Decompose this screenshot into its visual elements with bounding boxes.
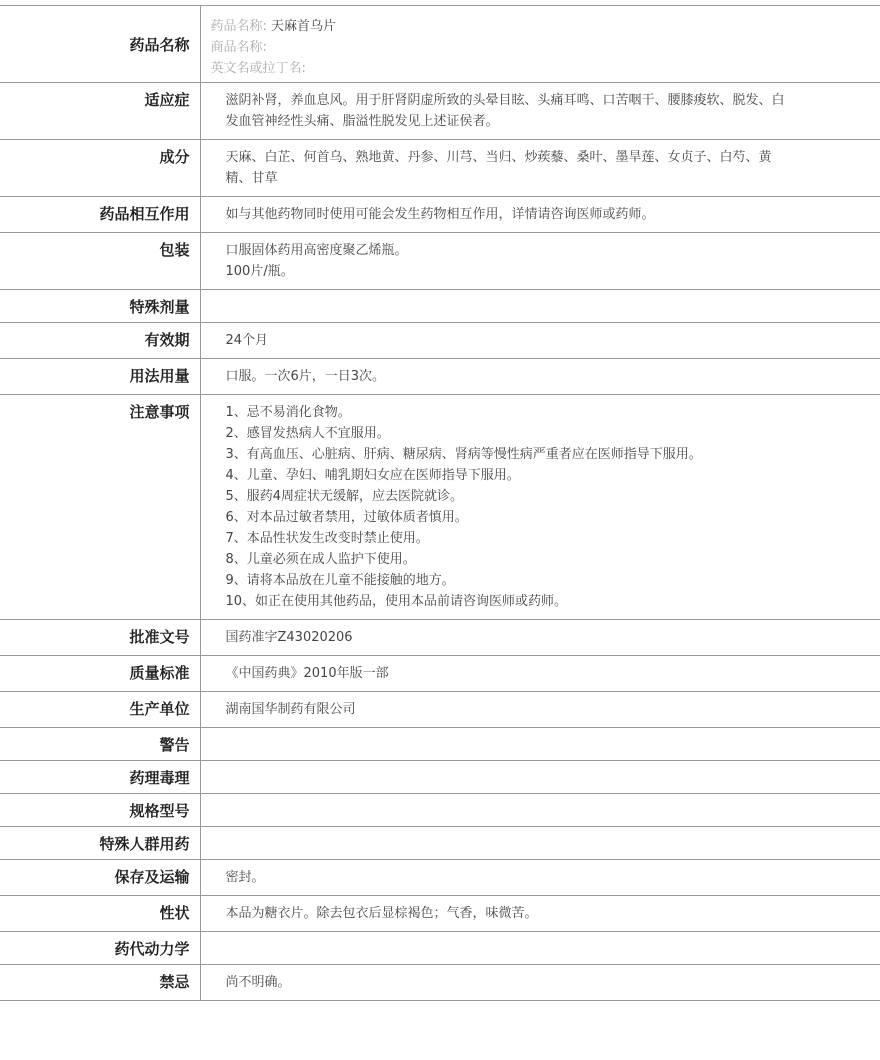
row-label-specification: 规格型号 xyxy=(0,794,200,827)
english-name-field-label: 英文名或拉丁名: xyxy=(210,61,306,76)
row-label-storage: 保存及运输 xyxy=(0,860,200,896)
precaution-item: 10、如正在使用其他药品，使用本品前请咨询医师或药师。 xyxy=(225,594,568,609)
row-special-dosage xyxy=(0,290,880,323)
row-label-drug-name: 药品名称 xyxy=(0,6,200,83)
row-label-warning: 警告 xyxy=(0,728,200,761)
precaution-item: 5、服药4周症状无缓解，应去医院就诊。 xyxy=(225,489,464,504)
drug-spec-table xyxy=(0,5,880,1001)
row-label-interactions: 药品相互作用 xyxy=(0,197,200,233)
packaging-line: 100片/瓶。 xyxy=(225,264,294,279)
row-label-quality-standard: 质量标准 xyxy=(0,656,200,692)
packaging-line: 口服固体药用高密度聚乙烯瓶。 xyxy=(225,243,408,258)
row-usage xyxy=(0,359,880,395)
indications-cell xyxy=(200,83,880,140)
row-label-manufacturer: 生产单位 xyxy=(0,692,200,728)
contraindications-value: 尚不明确。 xyxy=(225,975,291,990)
row-indications xyxy=(0,83,880,140)
row-precautions xyxy=(0,395,880,620)
row-ingredients xyxy=(0,140,880,197)
precaution-item: 7、本品性状发生改变时禁止使用。 xyxy=(225,531,429,546)
ingredients-cell xyxy=(200,140,880,197)
ingredients-value: 天麻、白芷、何首乌、熟地黄、丹参、川芎、当归、炒蒺藜、桑叶、墨旱莲、女贞子、白芍、黄精、甘草 xyxy=(225,150,772,186)
row-drug-name xyxy=(0,6,880,83)
row-manufacturer xyxy=(0,692,880,728)
row-label-pharmacology: 药理毒理 xyxy=(0,761,200,794)
precaution-item: 2、感冒发热病人不宜服用。 xyxy=(225,426,390,441)
drug-name-field-label: 药品名称: xyxy=(210,19,267,34)
trade-name-field-label: 商品名称: xyxy=(210,40,267,55)
row-appearance xyxy=(0,896,880,932)
shelf-life-value: 24个月 xyxy=(225,333,269,348)
english-name-line xyxy=(211,58,871,79)
row-label-pharmacokinetics: 药代动力学 xyxy=(0,932,200,965)
drug-name-cell xyxy=(200,6,880,83)
row-label-precautions: 注意事项 xyxy=(0,395,200,620)
row-shelf-life xyxy=(0,323,880,359)
row-special-population xyxy=(0,827,880,860)
special-dosage-value xyxy=(200,290,880,323)
manufacturer-value: 湖南国华制药有限公司 xyxy=(225,702,356,717)
pharmacokinetics-value xyxy=(200,932,880,965)
row-interactions xyxy=(0,197,880,233)
row-pharmacology xyxy=(0,761,880,794)
row-label-indications: 适应症 xyxy=(0,83,200,140)
row-specification xyxy=(0,794,880,827)
precaution-item: 4、儿童、孕妇、哺乳期妇女应在医师指导下服用。 xyxy=(225,468,520,483)
storage-value: 密封。 xyxy=(225,870,265,885)
drug-name-value: 天麻首乌片 xyxy=(271,19,337,34)
precaution-item: 3、有高血压、心脏病、肝病、糖尿病、肾病等慢性病严重者应在医师指导下服用。 xyxy=(225,447,702,462)
specification-value xyxy=(200,794,880,827)
row-storage xyxy=(0,860,880,896)
precautions-list xyxy=(200,395,880,620)
row-label-packaging: 包装 xyxy=(0,233,200,290)
precaution-item: 6、对本品过敏者禁用，过敏体质者慎用。 xyxy=(225,510,468,525)
pharmacology-value xyxy=(200,761,880,794)
trade-name-line xyxy=(211,37,871,58)
interactions-value: 如与其他药物同时使用可能会发生药物相互作用，详情请咨询医师或药师。 xyxy=(225,207,655,222)
appearance-value: 本品为糖衣片。除去包衣后显棕褐色；气香，味微苦。 xyxy=(225,906,538,921)
row-contraindications xyxy=(0,965,880,1001)
row-label-approval-number: 批准文号 xyxy=(0,620,200,656)
row-label-special-dosage: 特殊剂量 xyxy=(0,290,200,323)
precaution-item: 8、儿童必须在成人监护下使用。 xyxy=(225,552,416,567)
quality-standard-value: 《中国药典》2010年版一部 xyxy=(225,666,389,681)
drug-name-line xyxy=(211,16,871,37)
row-label-contraindications: 禁忌 xyxy=(0,965,200,1001)
row-approval-number xyxy=(0,620,880,656)
precaution-item: 9、请将本品放在儿童不能接触的地方。 xyxy=(225,573,455,588)
row-quality-standard xyxy=(0,656,880,692)
row-pharmacokinetics xyxy=(0,932,880,965)
row-label-usage: 用法用量 xyxy=(0,359,200,395)
usage-value: 口服。一次6片，一日3次。 xyxy=(225,369,386,384)
row-packaging xyxy=(0,233,880,290)
row-label-shelf-life: 有效期 xyxy=(0,323,200,359)
packaging-cell xyxy=(200,233,880,290)
approval-number-value: 国药准字Z43020206 xyxy=(225,630,353,645)
row-label-special-population: 特殊人群用药 xyxy=(0,827,200,860)
indications-value: 滋阴补肾，养血息风。用于肝肾阴虚所致的头晕目眩、头痛耳鸣、口苦咽干、腰膝痠软、脱发、白发血管神经性头痛、脂溢性脱发见上述证侯者。 xyxy=(225,93,785,129)
row-label-appearance: 性状 xyxy=(0,896,200,932)
row-warning xyxy=(0,728,880,761)
warning-value xyxy=(200,728,880,761)
drug-info-sheet xyxy=(0,5,880,1001)
precaution-item: 1、忌不易消化食物。 xyxy=(225,405,351,420)
row-label-ingredients: 成分 xyxy=(0,140,200,197)
special-population-value xyxy=(200,827,880,860)
